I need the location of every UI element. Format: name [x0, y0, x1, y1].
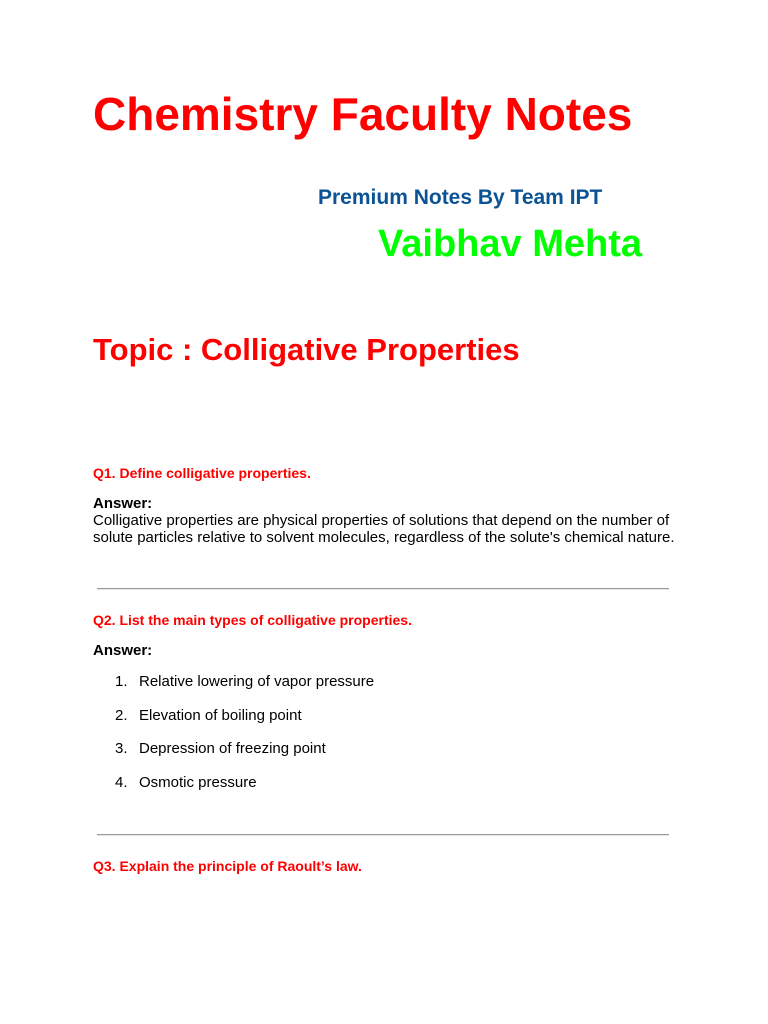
answer-1-text: Colligative properties are physical properties of solutions that depend on the number of solute particles relative to solvent molecules, regardless of the solute's chemical nature.	[93, 512, 675, 546]
list-item-text: Osmotic pressure	[139, 773, 257, 791]
question-3: Q3. Explain the principle of Raoult’s law.	[93, 858, 362, 874]
topic-heading: Topic : Colligative Properties	[93, 332, 520, 367]
answer-1-label: Answer:	[93, 495, 153, 512]
list-item-number: 4.	[115, 773, 128, 791]
subtitle: Premium Notes By Team IPT	[318, 186, 603, 209]
list-item-text: Relative lowering of vapor pressure	[139, 673, 375, 690]
list-item-number: 3.	[115, 740, 128, 757]
list-item-number: 1.	[115, 673, 128, 690]
answer-2-label: Answer:	[93, 642, 153, 659]
author-name: Vaibhav Mehta	[378, 223, 642, 265]
divider	[97, 588, 669, 590]
page-title: Chemistry Faculty Notes	[93, 88, 633, 140]
question-1: Q1. Define colligative properties.	[93, 465, 311, 481]
list-item-number: 2.	[115, 706, 128, 724]
list-item-text: Elevation of boiling point	[139, 706, 302, 724]
list-item-text: Depression of freezing point	[139, 740, 326, 757]
question-2: Q2. List the main types of colligative properties.	[93, 612, 412, 628]
divider	[97, 834, 669, 836]
